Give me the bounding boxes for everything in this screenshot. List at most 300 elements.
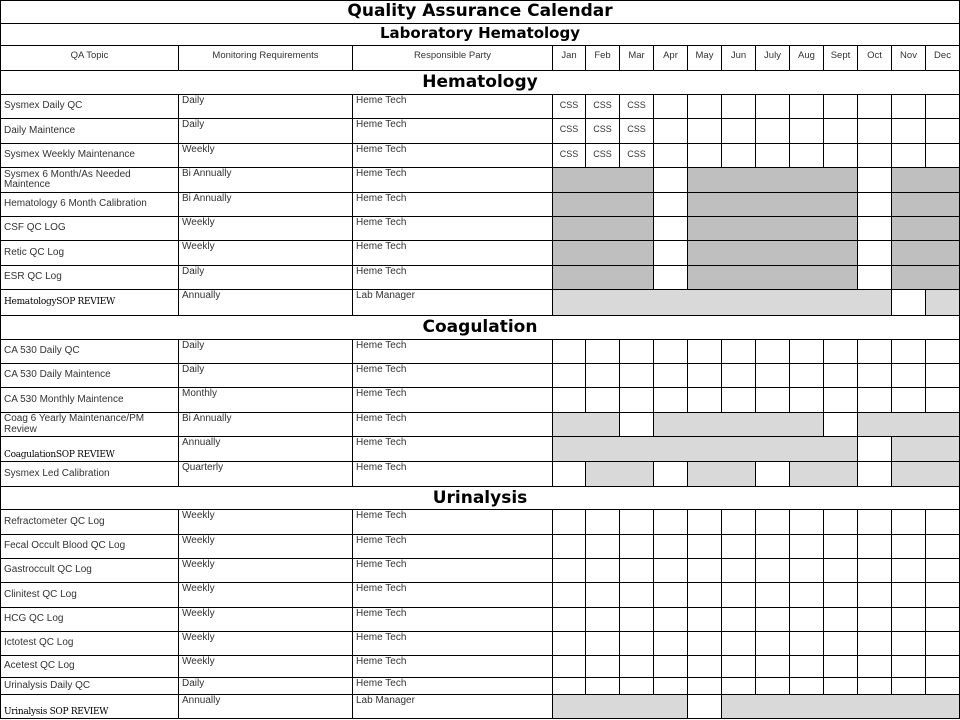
responsible-party-cell: Heme Tech (352, 412, 553, 437)
month-cell-apr (653, 387, 688, 413)
month-cell-july (755, 143, 790, 168)
month-cell-oct (857, 216, 892, 241)
month-cell-oct (857, 461, 892, 487)
month-cell-apr (653, 265, 688, 290)
month-cell-jun (721, 534, 756, 559)
monitoring-requirement-cell: Weekly (178, 240, 353, 266)
month-cell-apr (653, 655, 688, 678)
shaded-month-range (925, 289, 960, 316)
month-header-jan: Jan (552, 45, 586, 71)
month-cell-may (687, 655, 722, 678)
month-cell-mar (619, 534, 654, 559)
month-cell-nov (891, 363, 926, 388)
section-header-hematology: Hematology (0, 70, 960, 95)
responsible-party-cell: Lab Manager (352, 289, 553, 316)
month-cell-july (755, 677, 790, 695)
month-cell-mar (619, 607, 654, 632)
month-cell-july (755, 558, 790, 583)
qa-topic-cell: Urinalysis SOP REVIEW (0, 694, 179, 719)
month-cell-apr (653, 94, 688, 119)
month-cell-aug (789, 631, 824, 656)
month-cell-jan (552, 387, 586, 413)
responsible-party-cell: Heme Tech (352, 167, 553, 193)
month-cell-nov (891, 534, 926, 559)
month-cell-oct (857, 94, 892, 119)
month-cell-jun (721, 143, 756, 168)
section-header-urinalysis: Urinalysis (0, 486, 960, 510)
qa-topic-cell: Gastroccult QC Log (0, 558, 179, 583)
qa-topic-cell: CA 530 Daily QC (0, 339, 179, 364)
month-cell-jun (721, 677, 756, 695)
responsible-party-cell: Heme Tech (352, 143, 553, 168)
section-header-coagulation: Coagulation (0, 315, 960, 340)
month-cell-apr (653, 339, 688, 364)
month-cell-aug (789, 534, 824, 559)
month-cell-sept (823, 534, 858, 559)
month-cell-jan (552, 677, 586, 695)
month-cell-oct (857, 582, 892, 608)
month-cell-apr (653, 118, 688, 144)
shaded-month-range (891, 240, 960, 266)
qa-topic-cell: CA 530 Daily Maintence (0, 363, 179, 388)
month-cell-jun (721, 363, 756, 388)
month-cell-feb (585, 582, 620, 608)
month-cell-feb (585, 558, 620, 583)
month-cell-may (687, 387, 722, 413)
month-cell-aug (789, 558, 824, 583)
month-cell-mar (619, 363, 654, 388)
qa-topic-cell: Fecal Occult Blood QC Log (0, 534, 179, 559)
month-cell-jun (721, 509, 756, 535)
qa-topic-cell: Sysmex Daily QC (0, 94, 179, 119)
qa-topic-cell: Daily Maintence (0, 118, 179, 144)
month-cell-jun (721, 558, 756, 583)
shaded-month-range (891, 192, 960, 217)
month-cell-jan (552, 363, 586, 388)
month-header-apr: Apr (653, 45, 688, 71)
month-cell-oct (857, 118, 892, 144)
month-cell-mar: CSS (619, 118, 654, 144)
month-cell-may (687, 339, 722, 364)
month-cell-july (755, 509, 790, 535)
month-cell-aug (789, 655, 824, 678)
qa-topic-cell: Coag 6 Yearly Maintenance/PM Review (0, 412, 179, 437)
month-header-sept: Sept (823, 45, 858, 71)
month-cell-feb (585, 607, 620, 632)
monitoring-requirement-cell: Bi Annually (178, 412, 353, 437)
month-cell-feb (585, 509, 620, 535)
monitoring-requirement-cell: Weekly (178, 655, 353, 678)
month-cell-apr (653, 240, 688, 266)
qa-topic-cell: Ictotest QC Log (0, 631, 179, 656)
month-cell-mar: CSS (619, 143, 654, 168)
month-cell-july (755, 339, 790, 364)
responsible-party-cell: Heme Tech (352, 339, 553, 364)
shaded-month-range (891, 216, 960, 241)
month-cell-feb (585, 534, 620, 559)
month-cell-nov (891, 289, 926, 316)
month-cell-aug (789, 94, 824, 119)
month-cell-jan (552, 582, 586, 608)
month-cell-nov (891, 582, 926, 608)
shaded-month-range (552, 167, 654, 193)
shaded-month-range (585, 461, 654, 487)
month-cell-oct (857, 339, 892, 364)
month-header-mar: Mar (619, 45, 654, 71)
month-cell-may (687, 363, 722, 388)
month-cell-aug (789, 387, 824, 413)
monitoring-requirement-cell: Weekly (178, 216, 353, 241)
month-cell-feb (585, 631, 620, 656)
responsible-party-cell: Heme Tech (352, 216, 553, 241)
column-header-topic: QA Topic (0, 45, 179, 71)
monitoring-requirement-cell: Daily (178, 677, 353, 695)
month-cell-mar (619, 509, 654, 535)
shaded-month-range (857, 412, 960, 437)
month-cell-dec (925, 677, 960, 695)
qa-topic-cell: Refractometer QC Log (0, 509, 179, 535)
responsible-party-cell: Heme Tech (352, 387, 553, 413)
responsible-party-cell: Heme Tech (352, 94, 553, 119)
month-cell-oct (857, 240, 892, 266)
month-cell-may (687, 631, 722, 656)
month-cell-sept (823, 118, 858, 144)
month-cell-jun (721, 631, 756, 656)
month-cell-dec (925, 534, 960, 559)
month-cell-may (687, 677, 722, 695)
shaded-month-range (552, 192, 654, 217)
monitoring-requirement-cell: Weekly (178, 534, 353, 559)
month-cell-apr (653, 631, 688, 656)
month-cell-dec (925, 363, 960, 388)
shaded-month-range (687, 461, 756, 487)
shaded-month-range (552, 289, 892, 316)
month-cell-apr (653, 677, 688, 695)
shaded-month-range (552, 240, 654, 266)
qa-topic-cell: HematologySOP REVIEW (0, 289, 179, 316)
month-cell-may (687, 143, 722, 168)
month-cell-apr (653, 558, 688, 583)
month-cell-oct (857, 631, 892, 656)
month-cell-apr (653, 607, 688, 632)
month-cell-july (755, 94, 790, 119)
document-subtitle: Laboratory Hematology (0, 23, 960, 46)
month-cell-mar (619, 631, 654, 656)
monitoring-requirement-cell: Daily (178, 265, 353, 290)
month-cell-feb: CSS (585, 94, 620, 119)
month-cell-may (687, 558, 722, 583)
month-header-oct: Oct (857, 45, 892, 71)
shaded-month-range (891, 167, 960, 193)
month-cell-apr (653, 167, 688, 193)
shaded-month-range (552, 694, 688, 719)
month-cell-nov (891, 607, 926, 632)
month-header-aug: Aug (789, 45, 824, 71)
qa-topic-cell: Sysmex Weekly Maintenance (0, 143, 179, 168)
month-cell-dec (925, 558, 960, 583)
responsible-party-cell: Heme Tech (352, 363, 553, 388)
month-cell-oct (857, 192, 892, 217)
month-cell-apr (653, 192, 688, 217)
responsible-party-cell: Lab Manager (352, 694, 553, 719)
month-cell-may (687, 582, 722, 608)
monitoring-requirement-cell: Bi Annually (178, 192, 353, 217)
qa-topic-cell: Hematology 6 Month Calibration (0, 192, 179, 217)
month-cell-apr (653, 461, 688, 487)
monitoring-requirement-cell: Annually (178, 436, 353, 462)
month-cell-apr (653, 363, 688, 388)
month-cell-sept (823, 655, 858, 678)
month-header-jun: Jun (721, 45, 756, 71)
responsible-party-cell: Heme Tech (352, 534, 553, 559)
shaded-month-range (687, 167, 858, 193)
monitoring-requirement-cell: Weekly (178, 509, 353, 535)
qa-topic-cell: Acetest QC Log (0, 655, 179, 678)
qa-topic-cell: CoagulationSOP REVIEW (0, 436, 179, 462)
month-cell-july (755, 118, 790, 144)
month-cell-nov (891, 387, 926, 413)
month-cell-july (755, 655, 790, 678)
responsible-party-cell: Heme Tech (352, 655, 553, 678)
qa-topic-cell: ESR QC Log (0, 265, 179, 290)
month-cell-dec (925, 509, 960, 535)
month-cell-oct (857, 363, 892, 388)
month-cell-july (755, 607, 790, 632)
month-cell-mar (619, 412, 654, 437)
month-cell-feb (585, 339, 620, 364)
month-cell-aug (789, 677, 824, 695)
monitoring-requirement-cell: Weekly (178, 582, 353, 608)
month-cell-oct (857, 655, 892, 678)
month-cell-nov (891, 94, 926, 119)
month-cell-feb: CSS (585, 143, 620, 168)
month-cell-july (755, 461, 790, 487)
month-cell-aug (789, 143, 824, 168)
document-title: Quality Assurance Calendar (0, 0, 960, 24)
column-header-monitoring: Monitoring Requirements (178, 45, 353, 71)
month-cell-sept (823, 558, 858, 583)
month-cell-jan (552, 558, 586, 583)
month-cell-feb: CSS (585, 118, 620, 144)
month-cell-aug (789, 118, 824, 144)
shaded-month-range (552, 436, 858, 462)
month-cell-may (687, 509, 722, 535)
shaded-month-range (891, 436, 960, 462)
monitoring-requirement-cell: Daily (178, 363, 353, 388)
responsible-party-cell: Heme Tech (352, 558, 553, 583)
month-cell-sept (823, 143, 858, 168)
month-cell-nov (891, 509, 926, 535)
shaded-month-range (687, 192, 858, 217)
shaded-month-range (687, 265, 858, 290)
month-cell-dec (925, 655, 960, 678)
month-cell-may (687, 534, 722, 559)
qa-topic-cell: CA 530 Monthly Maintence (0, 387, 179, 413)
month-cell-apr (653, 582, 688, 608)
month-cell-feb (585, 387, 620, 413)
qa-topic-cell: Retic QC Log (0, 240, 179, 266)
month-cell-mar (619, 655, 654, 678)
month-cell-sept (823, 412, 858, 437)
monitoring-requirement-cell: Weekly (178, 143, 353, 168)
month-cell-sept (823, 363, 858, 388)
monitoring-requirement-cell: Quarterly (178, 461, 353, 487)
responsible-party-cell: Heme Tech (352, 582, 553, 608)
shaded-month-range (552, 412, 620, 437)
month-cell-nov (891, 631, 926, 656)
month-cell-july (755, 582, 790, 608)
month-header-dec: Dec (925, 45, 960, 71)
month-cell-feb (585, 677, 620, 695)
shaded-month-range (721, 694, 960, 719)
month-cell-nov (891, 143, 926, 168)
month-cell-jan: CSS (552, 143, 586, 168)
month-cell-may (687, 694, 722, 719)
month-cell-oct (857, 677, 892, 695)
qa-topic-cell: Urinalysis Daily QC (0, 677, 179, 695)
responsible-party-cell: Heme Tech (352, 118, 553, 144)
responsible-party-cell: Heme Tech (352, 631, 553, 656)
month-cell-aug (789, 339, 824, 364)
month-cell-mar (619, 677, 654, 695)
month-cell-jan (552, 509, 586, 535)
month-header-may: May (687, 45, 722, 71)
month-cell-mar (619, 558, 654, 583)
month-cell-sept (823, 509, 858, 535)
responsible-party-cell: Heme Tech (352, 436, 553, 462)
month-cell-mar (619, 387, 654, 413)
month-cell-nov (891, 558, 926, 583)
month-cell-july (755, 631, 790, 656)
qa-topic-cell: Sysmex Led Calibration (0, 461, 179, 487)
month-cell-jan: CSS (552, 118, 586, 144)
column-header-party: Responsible Party (352, 45, 553, 71)
month-cell-jan (552, 655, 586, 678)
monitoring-requirement-cell: Daily (178, 118, 353, 144)
month-cell-jun (721, 655, 756, 678)
monitoring-requirement-cell: Bi Annually (178, 167, 353, 193)
shaded-month-range (552, 265, 654, 290)
month-cell-dec (925, 339, 960, 364)
month-cell-oct (857, 509, 892, 535)
responsible-party-cell: Heme Tech (352, 677, 553, 695)
responsible-party-cell: Heme Tech (352, 192, 553, 217)
month-cell-feb (585, 655, 620, 678)
month-cell-feb (585, 363, 620, 388)
month-cell-sept (823, 339, 858, 364)
shaded-month-range (891, 461, 960, 487)
month-cell-jan (552, 631, 586, 656)
month-cell-nov (891, 339, 926, 364)
month-cell-sept (823, 387, 858, 413)
month-cell-apr (653, 509, 688, 535)
monitoring-requirement-cell: Annually (178, 289, 353, 316)
month-cell-mar (619, 339, 654, 364)
shaded-month-range (552, 216, 654, 241)
month-cell-sept (823, 607, 858, 632)
monitoring-requirement-cell: Daily (178, 94, 353, 119)
month-cell-sept (823, 94, 858, 119)
month-cell-nov (891, 118, 926, 144)
month-cell-oct (857, 387, 892, 413)
month-cell-dec (925, 631, 960, 656)
month-cell-jun (721, 387, 756, 413)
month-cell-aug (789, 363, 824, 388)
qa-topic-cell: Clinitest QC Log (0, 582, 179, 608)
monitoring-requirement-cell: Daily (178, 339, 353, 364)
month-cell-nov (891, 655, 926, 678)
month-cell-dec (925, 582, 960, 608)
responsible-party-cell: Heme Tech (352, 240, 553, 266)
month-cell-dec (925, 94, 960, 119)
monitoring-requirement-cell: Weekly (178, 558, 353, 583)
month-cell-sept (823, 677, 858, 695)
month-cell-jan (552, 461, 586, 487)
month-cell-oct (857, 436, 892, 462)
month-cell-may (687, 607, 722, 632)
monitoring-requirement-cell: Weekly (178, 607, 353, 632)
month-cell-jun (721, 582, 756, 608)
shaded-month-range (789, 461, 858, 487)
month-cell-jun (721, 339, 756, 364)
month-cell-mar (619, 582, 654, 608)
responsible-party-cell: Heme Tech (352, 509, 553, 535)
month-cell-july (755, 534, 790, 559)
month-cell-jan: CSS (552, 94, 586, 119)
month-cell-jun (721, 118, 756, 144)
month-cell-july (755, 363, 790, 388)
month-cell-apr (653, 216, 688, 241)
month-cell-aug (789, 509, 824, 535)
month-cell-aug (789, 607, 824, 632)
month-cell-aug (789, 582, 824, 608)
qa-topic-cell: HCG QC Log (0, 607, 179, 632)
monitoring-requirement-cell: Weekly (178, 631, 353, 656)
responsible-party-cell: Heme Tech (352, 461, 553, 487)
month-header-nov: Nov (891, 45, 926, 71)
shaded-month-range (687, 240, 858, 266)
qa-topic-cell: CSF QC LOG (0, 216, 179, 241)
month-cell-oct (857, 265, 892, 290)
month-cell-jan (552, 339, 586, 364)
month-cell-apr (653, 534, 688, 559)
month-cell-july (755, 387, 790, 413)
month-cell-dec (925, 143, 960, 168)
shaded-month-range (891, 265, 960, 290)
shaded-month-range (653, 412, 824, 437)
monitoring-requirement-cell: Monthly (178, 387, 353, 413)
month-cell-jun (721, 94, 756, 119)
month-cell-nov (891, 677, 926, 695)
qa-topic-cell: Sysmex 6 Month/As Needed Maintence (0, 167, 179, 193)
month-cell-oct (857, 167, 892, 193)
month-cell-jan (552, 534, 586, 559)
month-cell-dec (925, 387, 960, 413)
month-cell-mar: CSS (619, 94, 654, 119)
month-cell-sept (823, 631, 858, 656)
month-cell-apr (653, 143, 688, 168)
shaded-month-range (687, 216, 858, 241)
month-cell-sept (823, 582, 858, 608)
month-header-feb: Feb (585, 45, 620, 71)
month-cell-jan (552, 607, 586, 632)
responsible-party-cell: Heme Tech (352, 607, 553, 632)
month-cell-oct (857, 607, 892, 632)
month-cell-dec (925, 118, 960, 144)
month-cell-may (687, 118, 722, 144)
monitoring-requirement-cell: Annually (178, 694, 353, 719)
month-cell-jun (721, 607, 756, 632)
